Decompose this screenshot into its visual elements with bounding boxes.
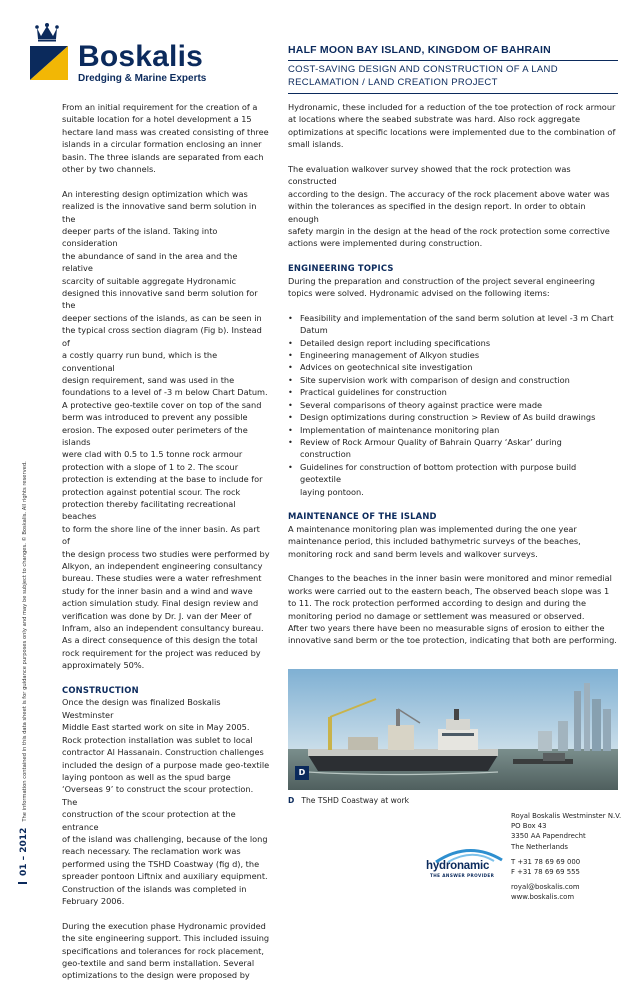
text-line: actions were implemented during construction. xyxy=(288,238,483,249)
text-line: Infram, also an independent consultancy bureau. xyxy=(62,623,264,634)
text-line: at locations where the seabed substrate was hard. Also rock aggregate xyxy=(288,114,580,125)
hydronamic-wordmark: hydronamic xyxy=(426,860,490,872)
text-line: Changes to the beaches in the inner basin were monitored and minor remedial xyxy=(288,573,612,584)
boskalis-logo xyxy=(26,22,207,84)
text-line: February 2006. xyxy=(62,895,125,906)
list-item xyxy=(288,312,618,337)
text-line: to 11. The rock protection performed according to design and during the xyxy=(288,598,587,609)
construction-heading: CONSTRUCTION xyxy=(62,685,139,696)
list-item xyxy=(288,386,618,398)
list-item xyxy=(288,374,618,386)
list-item xyxy=(288,399,618,411)
text-line: An interesting design optimization which was xyxy=(62,188,248,199)
results-paragraph xyxy=(288,572,618,646)
header-divider xyxy=(288,60,618,61)
list-item-line: • Review of Rock Armour Quality of Bahrain Quarry ‘Askar’ during xyxy=(300,436,562,447)
list-item xyxy=(288,361,618,373)
text-line: From an initial requirement for the creation of a xyxy=(62,102,258,112)
text-line: ‘Overseas 9’ to construct the scour protection. The xyxy=(62,784,254,807)
text-line: the site engineering support. This included issuing xyxy=(62,933,270,944)
text-line: protection against potential scour. The rock xyxy=(62,486,241,497)
postal-address: 3350 AA Papendrecht xyxy=(511,832,586,841)
survey-paragraph xyxy=(288,163,618,250)
text-line: During the preparation and construction of the project several engineering xyxy=(288,275,595,286)
text-line: design requirement, sand was used in the xyxy=(62,374,235,385)
text-line: islands in a circular formation enclosing an inner xyxy=(62,139,262,150)
intro-paragraph xyxy=(62,101,270,175)
caption-letter: D xyxy=(288,796,295,805)
text-line: innovative sand berm or the toe protection, indicating that both are performing. xyxy=(288,635,617,646)
text-line: protection thereby facilitating recreational beaches xyxy=(62,498,236,522)
text-line: monitoring rock and sand berm levels and walkover surveys. xyxy=(288,548,538,559)
text-line: performed using the TSHD Coastway (fig d), the xyxy=(62,858,260,869)
text-line: designed this innovative sand berm solution for the xyxy=(62,288,258,311)
hydronamic-logo xyxy=(424,846,506,882)
text-line: After two years there have been no measurable signs of erosion to either the xyxy=(288,622,605,633)
document-title: HALF MOON BAY ISLAND, KINGDOM OF BAHRAIN xyxy=(288,44,551,56)
text-column-right xyxy=(288,101,618,647)
list-item-line: • Engineering management of Alkyon studies xyxy=(300,350,480,361)
text-line: deeper parts of the island. Taking into consideration xyxy=(62,226,218,249)
brand-tagline: Dredging & Marine Experts xyxy=(78,73,207,84)
list-item xyxy=(288,461,618,498)
list-item-line: • Practical guidelines for construction xyxy=(300,387,447,398)
text-line: to form the shore line of the inner basin. As part of xyxy=(62,523,260,547)
fax: F +31 78 69 69 555 xyxy=(511,868,580,877)
list-item-line: • Design optimizations during construction > Review of As build drawings xyxy=(300,412,596,423)
text-line: reach necessary. The reclamation work was xyxy=(62,846,241,857)
engineering-list xyxy=(288,312,618,498)
contact-block xyxy=(511,811,631,903)
text-line: study for the inner basin and a wind and wave xyxy=(62,585,253,596)
text-column-left xyxy=(62,101,270,982)
construction-paragraph xyxy=(62,696,270,907)
disclaimer: The information contained in this data sheet is for guidance purposes only and may be subject to changes. © Boskalis. All rights reserved. xyxy=(22,461,28,822)
list-item-line: • Implementation of maintenance monitoring plan xyxy=(300,424,500,435)
text-line: safety margin in the design at the head of the rock protection some corrective xyxy=(288,226,610,237)
text-line: maintenance period, this included bathymetric surveys of the beaches, xyxy=(288,536,581,547)
maintenance-paragraph xyxy=(288,523,618,560)
text-line: Alkyon, an independent engineering consultancy xyxy=(62,561,263,572)
engineering-heading: ENGINEERING TOPICS xyxy=(288,263,394,274)
text-line: Rock protection installation was sublet to local xyxy=(62,734,253,745)
text-line: optimizations to the design were proposed by xyxy=(62,970,250,981)
text-line: rock requirement for the project was reduced by xyxy=(62,647,261,658)
list-item-line: construction xyxy=(300,449,351,460)
text-line: the abundance of sand in the area and the relative xyxy=(62,250,238,274)
header-divider-bottom xyxy=(288,93,618,94)
text-line: bureau. These studies were a water refreshment xyxy=(62,573,262,584)
email-link[interactable]: royal@boskalis.com xyxy=(511,883,580,892)
hydronamic-tagline: THE ANSWER PROVIDER xyxy=(430,873,495,878)
text-line: topics were solved. Hydronamic advised on the following items: xyxy=(288,288,550,299)
text-line: A maintenance monitoring plan was implemented during the one year xyxy=(288,523,577,534)
document-subtitle-line-2: RECLAMATION / LAND CREATION PROJECT xyxy=(288,77,498,88)
text-line: action simulation study. Final design review and xyxy=(62,598,259,609)
text-line: small islands. xyxy=(288,139,344,150)
text-line: protection is extending at the base to include for xyxy=(62,474,263,485)
text-line: of the island was challenging, because of the long xyxy=(62,833,268,844)
document-subtitle-line-1: COST-SAVING DESIGN AND CONSTRUCTION OF A LAND xyxy=(288,64,558,75)
text-line: laying pontoon as well as the spud barge xyxy=(62,771,231,782)
text-line: monitoring period no damage or settlement was measured or observed. xyxy=(288,610,585,621)
text-line: included the design of a purpose made geo-textile xyxy=(62,759,270,770)
list-item-line: • Detailed design report including specifications xyxy=(300,337,491,348)
text-line: other by two channels. xyxy=(62,164,156,175)
text-line: spreader pontoon Liftnix and auxiliary equipment. xyxy=(62,871,268,882)
figure-caption xyxy=(288,796,409,805)
sidebar-vertical xyxy=(18,461,29,884)
text-line: The evaluation walkover survey showed that the rock protection was constructed xyxy=(288,164,571,187)
text-line: deeper sections of the islands, as can be seen in xyxy=(62,312,262,323)
text-line: Construction of the islands was completed in xyxy=(62,883,247,894)
text-line: verification was done by Dr. J. van der Meer of xyxy=(62,610,252,621)
caption-text: The TSHD Coastway at work xyxy=(301,796,410,805)
text-line: Middle East started work on site in May 2005. xyxy=(62,722,250,733)
text-line: contractor Al Hassanain. Construction challenges xyxy=(62,747,264,758)
text-line: a costly quarry run bund, which is the conventional xyxy=(62,350,218,373)
issue-date: 01 – 2012 xyxy=(19,827,29,876)
design-paragraph xyxy=(62,188,270,672)
text-line: works were carried out to the eastern beach, The observed beach slope was 1 xyxy=(288,585,610,596)
flag-icon xyxy=(30,46,68,80)
maintenance-heading: MAINTENANCE OF THE ISLAND xyxy=(288,511,437,522)
coastway-photo xyxy=(288,669,618,790)
list-item xyxy=(288,411,618,423)
text-line: specifications and tolerances for rock placement, xyxy=(62,945,264,956)
list-item xyxy=(288,436,618,461)
hydronamic-paragraph xyxy=(288,101,618,151)
text-line: Hydronamic, these included for a reduction of the toe protection of rock armour xyxy=(288,102,616,112)
text-line: according to the design. The accuracy of the rock placement above water was xyxy=(288,188,610,199)
telephone: T +31 78 69 69 000 xyxy=(511,857,581,866)
document-header xyxy=(288,44,618,94)
text-line: As a direct consequence of this design the total xyxy=(62,635,258,646)
text-line: erosion. The exposed outer perimeters of the islands xyxy=(62,424,248,447)
list-item-line: • Site supervision work with comparison of design and construction xyxy=(300,374,570,385)
text-line: During the execution phase Hydronamic provided xyxy=(62,920,266,931)
company-name: Royal Boskalis Westminster N.V. xyxy=(511,812,622,820)
text-line: protection with a slope of 1 to 2. The scour xyxy=(62,461,239,472)
crown-icon xyxy=(35,22,59,42)
text-line: realized is the innovative sand berm solution in the xyxy=(62,201,257,224)
text-line: berm was introduced to prevent any possible xyxy=(62,412,248,423)
dredger-illustration xyxy=(288,669,618,790)
text-line: the typical cross section diagram (Fig b). Instead of xyxy=(62,325,262,348)
text-line: within the tolerances as specified in the design report. In order to obtain enough xyxy=(288,201,586,224)
text-line: foundations to a level of -3 m below Chart Datum. xyxy=(62,387,268,398)
text-line: the design process two studies were performed by xyxy=(62,548,270,559)
list-item xyxy=(288,337,618,349)
text-line: hectare land mass was created consisting of three xyxy=(62,126,269,137)
text-line: scarcity of suitable aggregate Hydronamic xyxy=(62,275,237,286)
country: The Netherlands xyxy=(511,842,569,851)
execution-paragraph xyxy=(62,920,270,982)
text-line: basin. The three islands are separated from each xyxy=(62,151,264,162)
figure-tag: D xyxy=(295,766,309,780)
text-line: construction of the scour protection at the entrance xyxy=(62,809,236,832)
text-line: optimizations at specific locations were implemented due to the combination of xyxy=(288,126,616,137)
po-box: PO Box 43 xyxy=(511,822,547,831)
text-line: suitable location for a hotel development a 15 xyxy=(62,114,252,125)
list-item xyxy=(288,424,618,436)
text-line: Once the design was finalized Boskalis Westminster xyxy=(62,697,221,720)
text-line: A protective geo-textile cover on top of the sand xyxy=(62,399,262,410)
list-item-line: laying pontoon. xyxy=(300,486,364,497)
website-link[interactable]: www.boskalis.com xyxy=(511,893,575,902)
text-line: geo-textile and sand berm installation. Several xyxy=(62,957,255,968)
text-line: were clad with 0.5 to 1.5 tonne rock armour xyxy=(62,449,243,460)
list-item xyxy=(288,349,618,361)
list-item-line: • Feasibility and implementation of the sand berm solution at level -3 m Chart Datum xyxy=(300,312,614,336)
list-item-line: • Guidelines for construction of bottom protection with purpose build geotextile xyxy=(300,461,577,485)
list-item-line: • Advices on geotechnical site investigation xyxy=(300,362,473,373)
text-line: approximately 50%. xyxy=(62,660,145,671)
brand-name: Boskalis xyxy=(78,40,203,73)
engineering-intro xyxy=(288,275,618,300)
sidebar-bar xyxy=(18,882,27,884)
list-item-line: • Several comparisons of theory against practice were made xyxy=(300,399,543,410)
